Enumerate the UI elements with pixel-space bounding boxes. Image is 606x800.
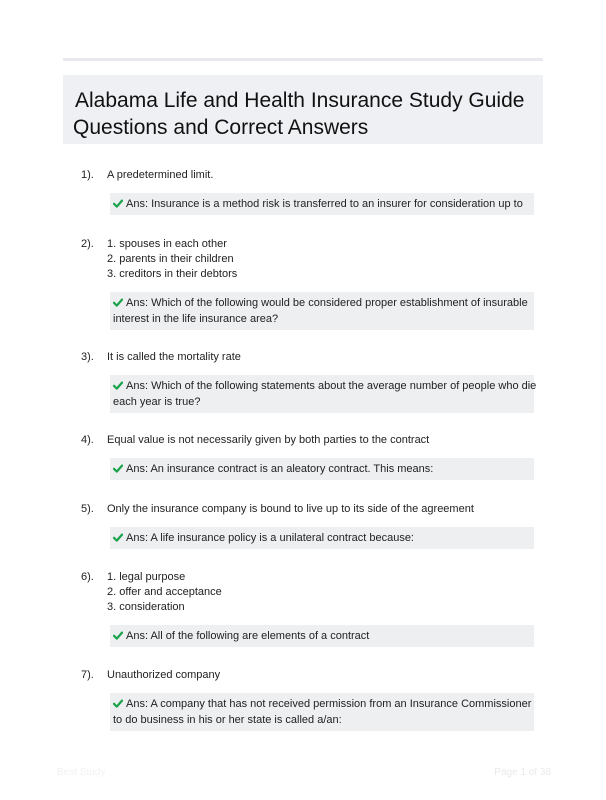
check-icon	[113, 699, 123, 708]
answer-text: Ans: An insurance contract is an aleatory contract. This means:	[126, 463, 434, 475]
question-text	[107, 668, 536, 683]
question-line: 3. creditors in their debtors	[107, 268, 238, 280]
answer-line	[113, 378, 537, 394]
answer-text: Ans: Which of the following statements about the average number of people who die	[126, 380, 537, 392]
answer-box	[110, 458, 534, 480]
question-line: Unauthorized company	[107, 669, 221, 681]
question-3	[81, 350, 536, 413]
question-number: 2).	[81, 238, 94, 250]
question-1	[81, 168, 536, 215]
check-icon	[113, 381, 123, 390]
question-5	[81, 502, 536, 549]
answer-line: each year is true?	[113, 396, 201, 408]
question-text	[107, 570, 536, 615]
question-line: Only the insurance company is bound to live up to its side of the agreement	[107, 503, 474, 515]
answer-box	[110, 292, 534, 330]
answer-line	[113, 628, 530, 644]
title-box	[63, 75, 543, 144]
question-number: 5).	[81, 503, 94, 515]
answer-text: Ans: Insurance is a method risk is transferred to an insurer for consideration up to	[126, 198, 523, 210]
question-number: 1).	[81, 169, 94, 181]
page-number: Page 1 of 38	[494, 767, 551, 778]
answer-line	[113, 530, 530, 546]
question-line: 1. spouses in each other	[107, 238, 227, 250]
answer-box	[110, 693, 534, 731]
check-icon	[113, 464, 123, 473]
answer-box	[110, 193, 534, 215]
answer-text: Ans: A company that has not received permission from an Insurance Commissioner	[126, 698, 532, 710]
question-number: 4).	[81, 434, 94, 446]
question-line: Equal value is not necessarily given by both parties to the contract	[107, 434, 430, 446]
answer-line	[113, 295, 530, 311]
answer-line: interest in the life insurance area?	[113, 313, 279, 325]
answer-line	[113, 461, 530, 477]
question-line: 2. offer and acceptance	[107, 586, 222, 598]
top-rule	[63, 58, 543, 61]
question-text	[107, 502, 536, 517]
question-text	[107, 433, 536, 448]
page-title-line-2: Questions and Correct Answers	[73, 116, 369, 139]
answer-text: Ans: A life insurance policy is a unilateral contract because:	[126, 532, 414, 544]
question-line: It is called the mortality rate	[107, 351, 241, 363]
question-text	[107, 168, 536, 183]
question-6	[81, 570, 536, 647]
question-text	[107, 237, 536, 282]
question-7	[81, 668, 536, 731]
check-icon	[113, 298, 123, 307]
answer-line	[113, 696, 530, 712]
answer-text: Ans: Which of the following would be considered proper establishment of insurable	[126, 297, 528, 309]
question-4	[81, 433, 536, 480]
check-icon	[113, 631, 123, 640]
question-line: 1. legal purpose	[107, 571, 186, 583]
answer-line	[113, 196, 530, 212]
page-title-line-1: Alabama Life and Health Insurance Study Guide	[75, 89, 525, 112]
answer-text: Ans: All of the following are elements of a contract	[126, 630, 370, 642]
question-number: 3).	[81, 351, 94, 363]
footer-brand: Best Study	[57, 767, 106, 778]
question-line: 2. parents in their children	[107, 253, 234, 265]
check-icon	[113, 199, 123, 208]
answer-box	[110, 375, 537, 413]
question-number: 7).	[81, 669, 94, 681]
answer-box	[110, 625, 534, 647]
question-number: 6).	[81, 571, 94, 583]
answer-box	[110, 527, 534, 549]
question-line: 3. consideration	[107, 601, 185, 613]
check-icon	[113, 533, 123, 542]
answer-line: to do business in his or her state is called a/an:	[113, 714, 342, 726]
question-2	[81, 237, 536, 330]
question-line: A predetermined limit.	[107, 169, 214, 181]
question-text	[107, 350, 536, 365]
